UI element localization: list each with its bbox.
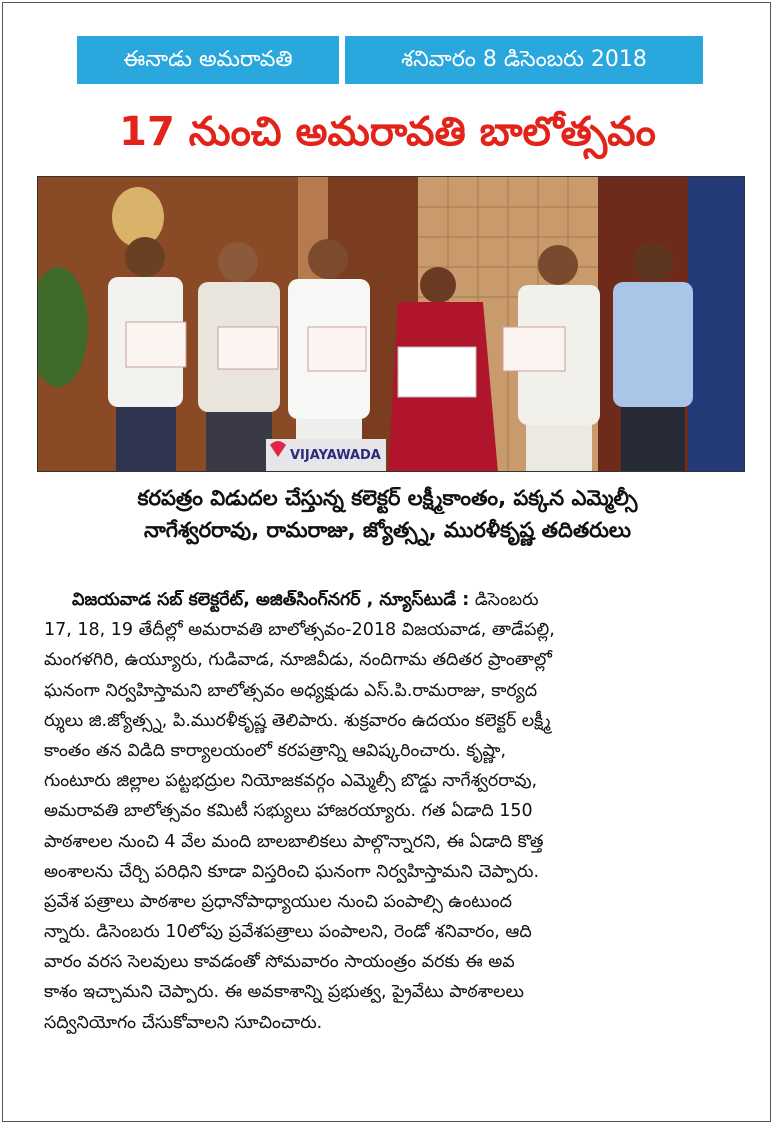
article-line: అమరావతి బాలోత్సవం కమిటీ సభ్యులు హాజరయ్యారు. గత ఏడాది 150 <box>44 801 533 822</box>
news-photo <box>37 176 745 472</box>
photo-caption <box>30 482 745 546</box>
article-body <box>44 585 741 1038</box>
article-line: 17, 18, 19 తేదీల్లో అమరావతి బాలోత్సవం-2018 విజయవాడ, తాడేపల్లి, <box>44 620 555 641</box>
article-line: ప్రవేశ పత్రాలు పాఠశాల ప్రధానోపాధ్యాయుల నుంచి పంపాల్సి ఉంటుంద <box>44 891 512 912</box>
article-line: న్నారు. డిసెంబరు 10లోపు ప్రవేశపత్రాలు పంపాలని, రెండో శనివారం, ఆది <box>44 922 532 943</box>
caption-line: నాగేశ్వరరావు, రామరాజు, జ్యోత్స్న, మురళీకృష్ణ తదితరులు <box>143 518 632 542</box>
article-line: మంగళగిరి, ఉయ్యూరు, గుడివాడ, నూజివీడు, నందిగామ తదితర ప్రాంతాల్లో <box>44 650 552 671</box>
article-line: సద్వినియోగం చేసుకోవాలని సూచించారు. <box>44 1012 323 1033</box>
article-line: అంశాలను చేర్చి పరిధిని కూడా విస్తరించి ఘనంగా నిర్వహిస్తామని చెప్పారు. <box>44 861 540 882</box>
article-line: గుంటూరు జిల్లాల పట్టభద్రుల నియోజకవర్గం ఎమ్మెల్సీ బొడ్డు నాగేశ్వరరావు, <box>44 771 538 792</box>
photo-banner-text: VIJAYAWADA <box>290 448 381 463</box>
headline: 17 నుంచి అమరావతి బాలోత్సవం <box>119 109 656 155</box>
date-label: శనివారం 8 డిసెంబరు 2018 <box>345 36 703 84</box>
article-line <box>44 585 741 615</box>
article-dateline: విజయవాడ సబ్ కలెక్టరేట్, అజిత్‌సింగ్‌నగర్ , న్యూస్‌టుడే : <box>72 590 470 610</box>
article-line: వారం వరస సెలవులు కావడంతో సోమవారం సాయంత్రం వరకు ఈ అవ <box>44 952 515 973</box>
article-line: కాశం ఇచ్చామని చెప్పారు. ఈ అవకాశాన్ని ప్రభుత్వ, ప్రైవేటు పాఠశాలలు <box>44 982 524 1003</box>
article-line: ర్శులు జి.జ్యోత్స్న, పి.మురళీకృష్ణ తెలిపారు. శుక్రవారం ఉదయం కలెక్టర్ లక్ష్మీ <box>44 710 551 731</box>
edition-label: ఈనాడు అమరావతి <box>77 36 339 84</box>
article-text: డిసెంబరు <box>469 590 539 610</box>
photo-illustration <box>38 177 745 472</box>
article-line: కాంతం తన విడిది కార్యాలయంలో కరపత్రాన్ని ఆవిష్కరించారు. కృష్ణా, <box>44 740 507 761</box>
caption-line: కరపత్రం విడుదల చేస్తున్న కలెక్టర్ లక్ష్మీకాంతం, పక్కన ఎమ్మెల్సీ <box>137 486 638 510</box>
article-line: ఘనంగా నిర్వహిస్తామని బాలోత్సవం అధ్యక్షుడు ఎస్.పి.రామరాజు, కార్యద <box>44 680 538 701</box>
article-line: పాఠశాలల నుంచి 4 వేల మంది బాలబాలికలు పాల్గొన్నారని, ఈ ఏడాది కొత్త <box>44 831 544 852</box>
